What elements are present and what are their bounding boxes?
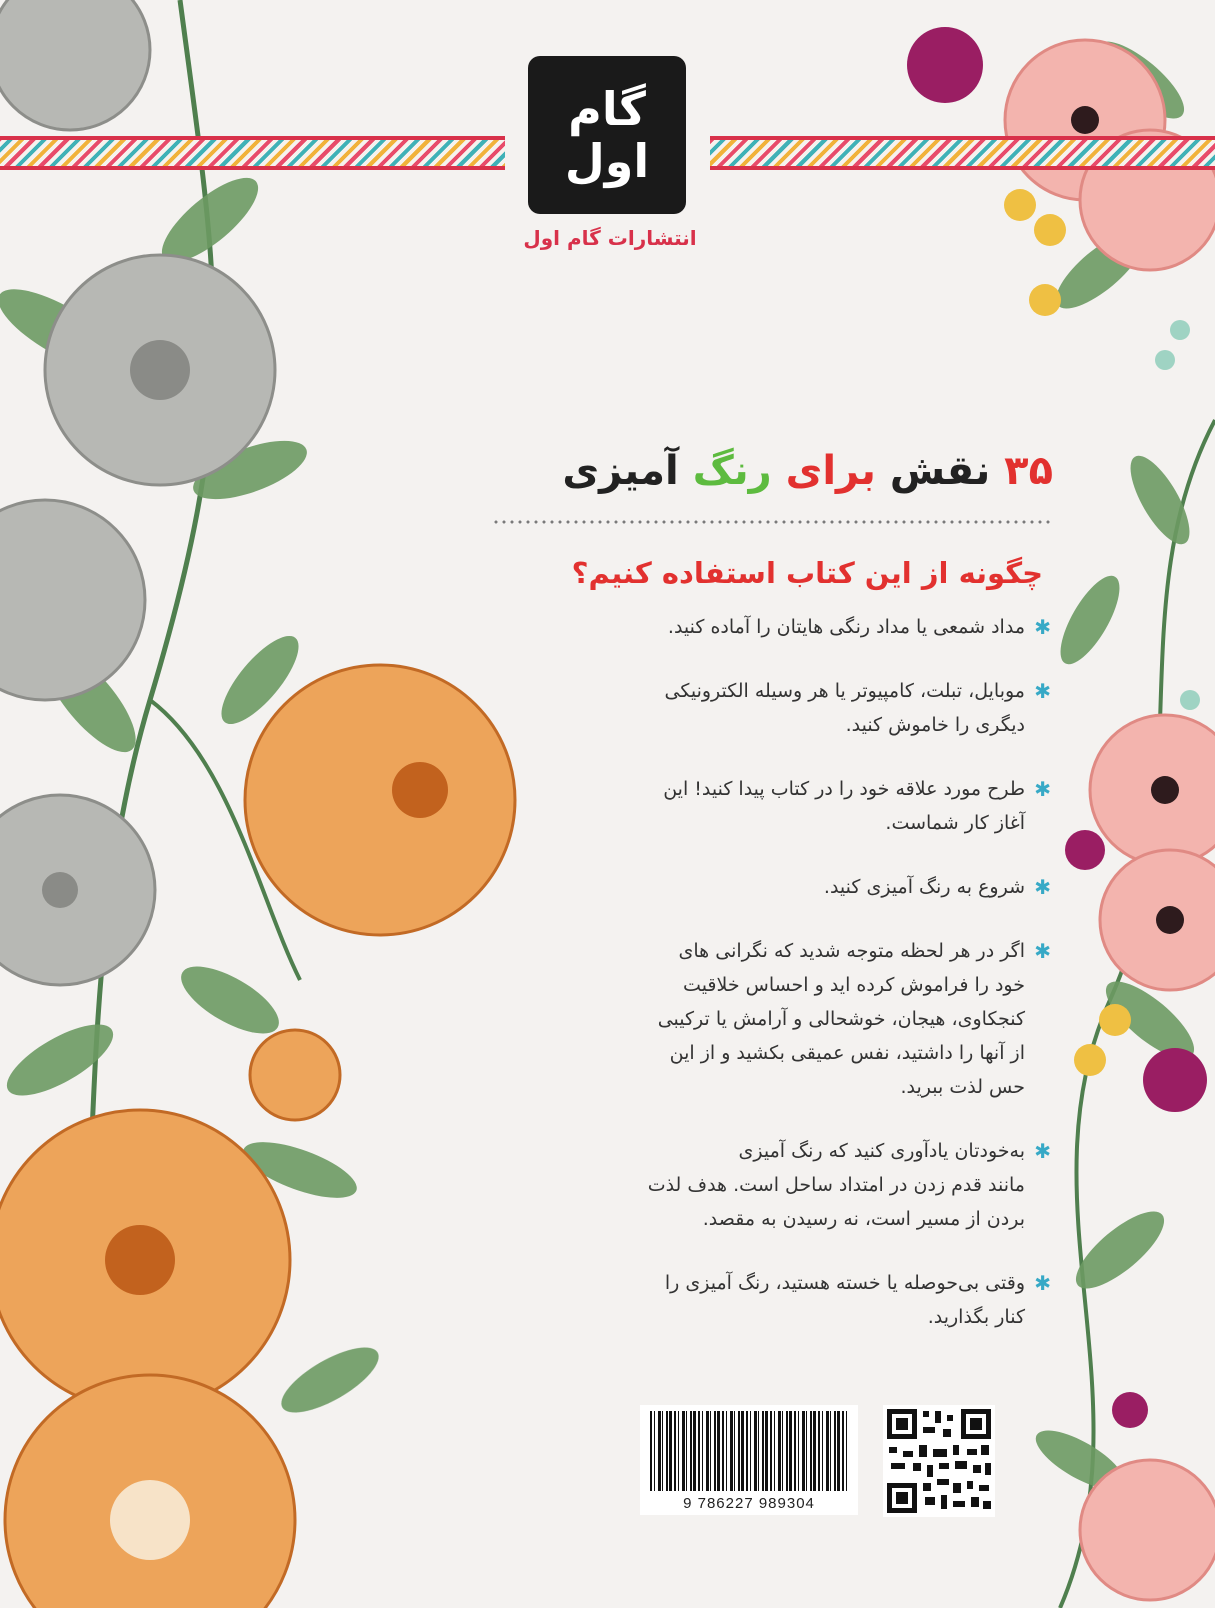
star-bullet-icon: ✱ [1034, 777, 1051, 801]
list-item [485, 1266, 1051, 1334]
star-bullet-icon: ✱ [1034, 1271, 1051, 1295]
isbn-barcode [640, 1405, 858, 1515]
tip-line: مانند قدم زدن در امتداد ساحل است. هدف لذت [647, 1174, 1025, 1196]
list-item [485, 870, 1051, 904]
list-item [485, 1134, 1051, 1236]
publisher-name: انتشارات گام اول [523, 226, 697, 250]
title-number: ۳۵ [1004, 448, 1053, 494]
tip-line: کنار بگذارید. [927, 1306, 1025, 1328]
tip-line: بردن از مسیر است، نه رسیدن به مقصد. [702, 1208, 1025, 1230]
tip-line: کنجکاوی، هیجان، خوشحالی و آرامش یا ترکیبی [657, 1008, 1025, 1030]
star-bullet-icon: ✱ [1034, 875, 1051, 899]
section-heading: چگونه از این کتاب استفاده کنیم؟ [571, 556, 1043, 590]
star-bullet-icon: ✱ [1034, 615, 1051, 639]
tip-line: مداد شمعی یا مداد رنگی هایتان را آماده کنید. [667, 616, 1025, 638]
isbn-number: 9 786227 989304 [683, 1495, 815, 1512]
tip-line: شروع به رنگ آمیزی کنید. [823, 876, 1025, 898]
qr-code [883, 1405, 995, 1517]
tip-line: خود را فراموش کرده اید و احساس خلاقیت [683, 974, 1025, 996]
tip-line: موبایل، تبلت، کامپیوتر یا هر وسیله الکترونیکی [664, 680, 1025, 702]
title-word-naghsh: نقش [889, 448, 991, 494]
logo-text: گام اول [564, 82, 650, 188]
list-item [485, 674, 1051, 742]
tip-line: حس لذت ببرید. [900, 1076, 1025, 1098]
book-title [562, 448, 1053, 494]
title-word-bara: برای [785, 448, 876, 494]
tip-line: آغاز کار شماست. [885, 812, 1025, 834]
title-word-rang: رنگ [692, 448, 772, 494]
list-item [485, 610, 1051, 644]
publisher-logo [528, 56, 686, 214]
list-item [485, 934, 1051, 1104]
star-bullet-icon: ✱ [1034, 1139, 1051, 1163]
tips-list [485, 610, 1051, 1364]
star-bullet-icon: ✱ [1034, 939, 1051, 963]
tip-line: اگر در هر لحظه متوجه شدید که نگرانی های [678, 940, 1025, 962]
tip-line: به‌خودتان یادآوری کنید که رنگ آمیزی [738, 1140, 1025, 1162]
tip-line: طرح مورد علاقه خود را در کتاب پیدا کنید! این [663, 778, 1025, 800]
tip-line: از آنها را داشتید، نفس عمیقی بکشید و از این [669, 1042, 1025, 1064]
tip-line: وقتی بی‌حوصله یا خسته هستید، رنگ آمیزی را [664, 1272, 1025, 1294]
barcode-bars [650, 1411, 848, 1491]
tip-line: دیگری را خاموش کنید. [845, 714, 1025, 736]
star-bullet-icon: ✱ [1034, 679, 1051, 703]
dotted-divider [492, 520, 1050, 524]
title-word-amizi: آمیزی [562, 448, 679, 494]
list-item [485, 772, 1051, 840]
